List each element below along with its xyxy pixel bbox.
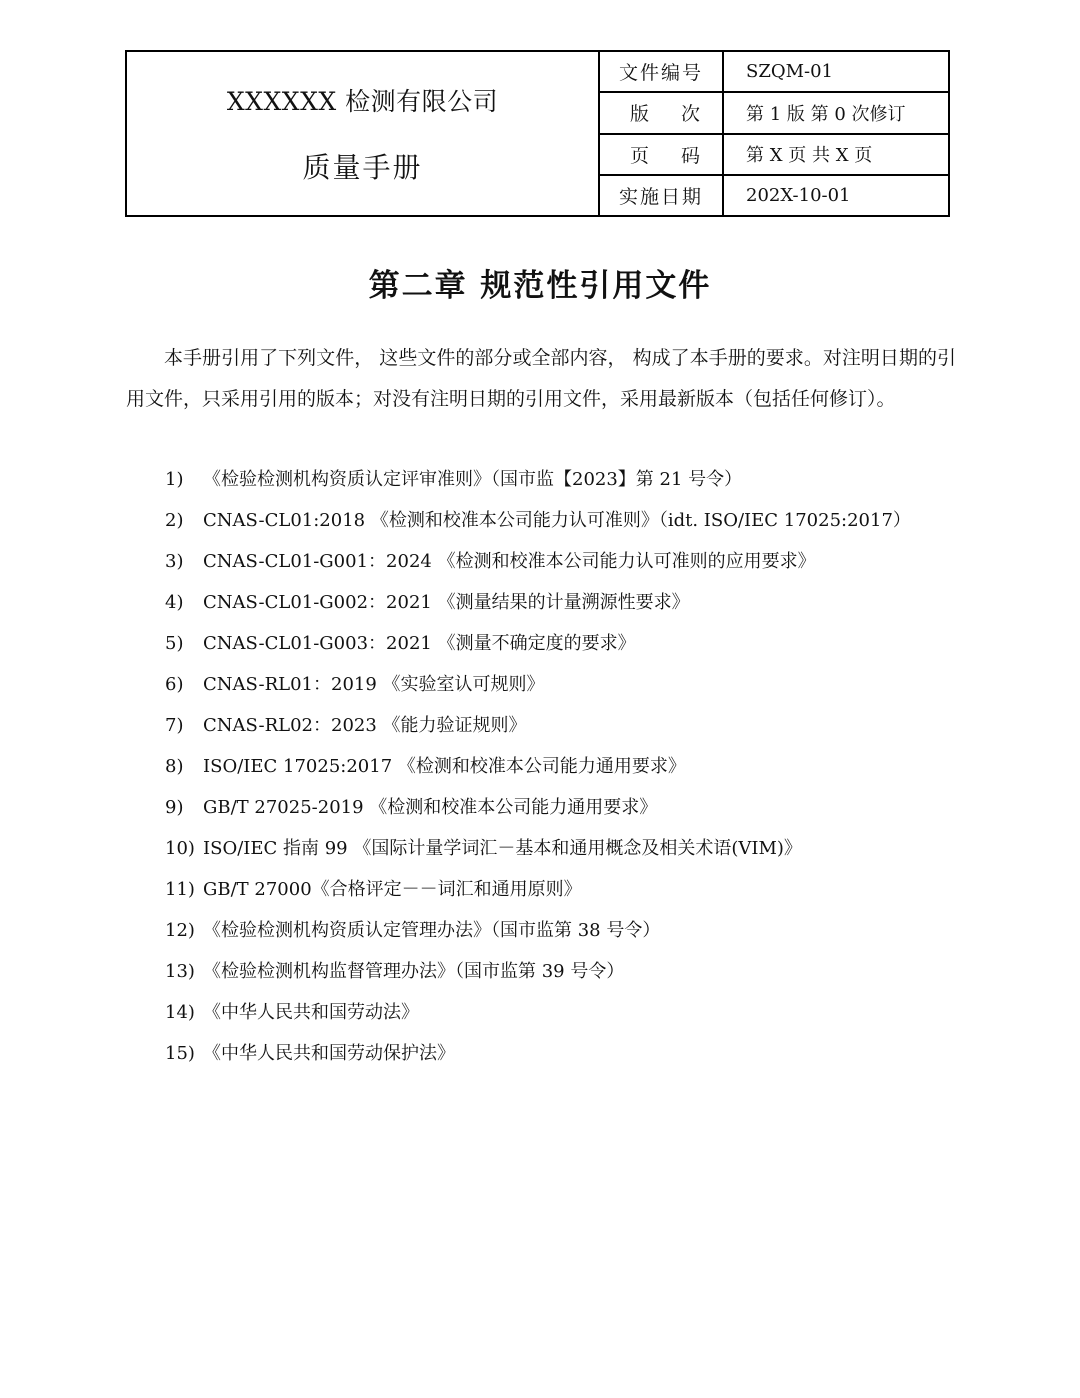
intro-paragraph: 本手册引用了下列文件， 这些文件的部分或全部内容， 构成了本手册的要求。对注明日期的引用文件，只采用引用的版本；对没有注明日期的引用文件，采用最新版本（包括任何修订）。 [126, 347, 956, 410]
doc-number-value: SZQM-01 [746, 61, 834, 83]
list-item [165, 869, 965, 910]
reference-list [165, 459, 965, 1074]
manual-title: 质量手册 [302, 151, 423, 184]
reference-number: 7) [165, 715, 184, 736]
reference-text: CNAS-RL02：2023 《能力验证规则》 [203, 715, 527, 736]
header-row-effective-date [600, 176, 948, 215]
list-item [165, 623, 965, 664]
reference-number: 9) [165, 797, 184, 818]
header-row-doc-number [600, 52, 948, 93]
reference-text: CNAS-CL01-G003：2021 《测量不确定度的要求》 [203, 633, 636, 654]
reference-text: 《中华人民共和国劳动保护法》 [203, 1043, 455, 1064]
reference-text: GB/T 27025-2019 《检测和校准本公司能力通用要求》 [203, 797, 658, 818]
list-item [165, 705, 965, 746]
reference-text: CNAS-CL01-G001：2024 《检测和校准本公司能力认可准则的应用要求》 [203, 551, 816, 572]
page-value: 第 X 页 共 X 页 [746, 145, 873, 167]
reference-number: 6) [165, 674, 184, 695]
reference-text: GB/T 27000《合格评定－－词汇和通用原则》 [203, 879, 582, 900]
list-item [165, 746, 965, 787]
list-item [165, 582, 965, 623]
header-row-edition [600, 93, 948, 134]
reference-text: CNAS-CL01-G002：2021 《测量结果的计量溯源性要求》 [203, 592, 690, 613]
list-item [165, 664, 965, 705]
company-name: XXXXXX 检测有限公司 [226, 87, 499, 116]
reference-text: CNAS-CL01:2018 《检测和校准本公司能力认可准则》（idt. ISO/IEC 17025:2017） [203, 510, 911, 531]
reference-number: 15) [165, 1043, 195, 1064]
reference-number: 10) [165, 838, 195, 859]
list-item [165, 910, 965, 951]
page-label-char-2: 码 [680, 144, 700, 167]
reference-number: 8) [165, 756, 184, 777]
reference-text: 《检验检测机构监督管理办法》（国市监第 39 号令） [203, 961, 625, 982]
header-title-cell [127, 52, 600, 215]
reference-number: 2) [165, 510, 184, 531]
page-label [600, 135, 724, 174]
list-item [165, 1033, 965, 1074]
reference-number: 12) [165, 920, 195, 941]
document-header-table [125, 50, 950, 217]
list-item [165, 951, 965, 992]
reference-number: 3) [165, 551, 184, 572]
reference-number: 13) [165, 961, 195, 982]
effective-date-value: 202X-10-01 [746, 184, 851, 206]
reference-number: 5) [165, 633, 184, 654]
reference-number: 1) [165, 469, 184, 490]
doc-number-label: 文件编号 [600, 52, 724, 91]
reference-text: ISO/IEC 17025:2017 《检测和校准本公司能力通用要求》 [203, 756, 686, 777]
edition-value: 第 1 版 第 0 次修订 [746, 103, 906, 125]
list-item [165, 500, 965, 541]
list-item [165, 787, 965, 828]
header-info-grid [600, 52, 948, 215]
reference-text: ISO/IEC 指南 99 《国际计量学词汇－基本和通用概念及相关术语(VIM)》 [203, 838, 802, 859]
list-item [165, 992, 965, 1033]
reference-number: 14) [165, 1002, 195, 1023]
reference-text: 《检验检测机构资质认定评审准则》（国市监【2023】第 21 号令） [203, 469, 743, 490]
reference-text: 《中华人民共和国劳动法》 [203, 1002, 419, 1023]
reference-text: 《检验检测机构资质认定管理办法》（国市监第 38 号令） [203, 920, 661, 941]
list-item [165, 541, 965, 582]
reference-text: CNAS-RL01：2019 《实验室认可规则》 [203, 674, 545, 695]
header-row-page [600, 135, 948, 176]
chapter-title: 第二章 规范性引用文件 [368, 268, 712, 304]
edition-label-char-2: 次 [680, 103, 700, 126]
edition-label [600, 93, 724, 132]
reference-number: 4) [165, 592, 184, 613]
reference-number: 11) [165, 879, 195, 900]
list-item [165, 459, 965, 500]
edition-label-char-1: 版 [630, 103, 650, 126]
effective-date-label: 实施日期 [600, 176, 724, 215]
list-item [165, 828, 965, 869]
page-label-char-1: 页 [630, 144, 650, 167]
